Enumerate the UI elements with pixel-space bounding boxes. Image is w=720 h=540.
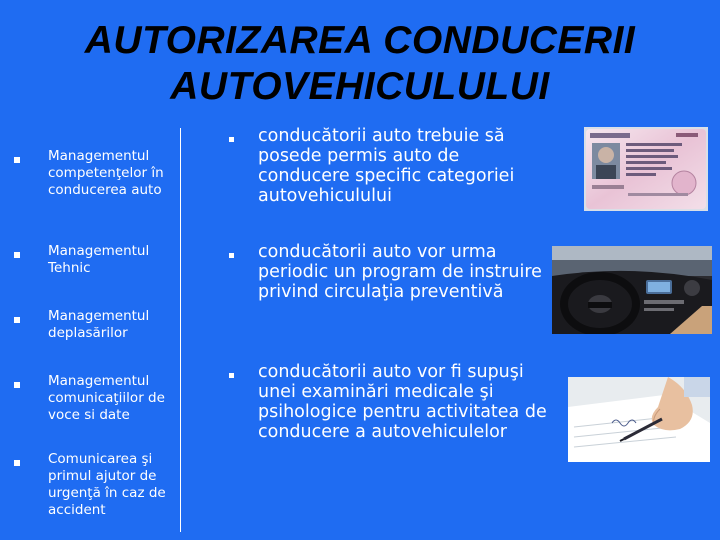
list-item-text: Managementul competenţelor în conducerea auto xyxy=(48,148,164,198)
id-card-icon xyxy=(584,127,708,211)
square-bullet-icon xyxy=(14,252,20,258)
list-item-text: conducătorii auto vor urma periodic un program de instruire privind circulaţia preventivă xyxy=(258,242,542,302)
driving-license-photo xyxy=(584,127,708,211)
list-item-text: conducătorii auto trebuie să posede permis auto de conducere specific categoriei autovehiculului xyxy=(258,126,515,206)
slide-title-line-1: AUTORIZAREA CONDUCERII xyxy=(84,19,636,62)
slide-title-line-2: AUTOVEHICULULUI xyxy=(170,65,550,108)
list-item-text: Managementul deplasărilor xyxy=(48,308,150,341)
square-bullet-icon xyxy=(229,373,234,378)
list-item-text: Managementul Tehnic xyxy=(48,243,150,276)
slide-title xyxy=(0,18,720,110)
square-bullet-icon xyxy=(14,460,20,466)
left-topic-list xyxy=(10,128,181,532)
square-bullet-icon xyxy=(229,137,234,142)
hand-writing-photo xyxy=(568,377,710,462)
square-bullet-icon xyxy=(14,317,20,323)
square-bullet-icon xyxy=(229,253,234,258)
list-item-text: Comunicarea şi primul ajutor de urgenţă în caz de accident xyxy=(48,451,166,518)
square-bullet-icon xyxy=(14,382,20,388)
list-item-text: Managementul comunicaţiilor de voce si date xyxy=(48,373,165,423)
square-bullet-icon xyxy=(14,157,20,163)
list-item-text: conducătorii auto vor fi supuşi unei examinări medicale şi psihologice pentru activitatea de conducere a autovehiculelor xyxy=(258,362,547,442)
pen-icon xyxy=(568,377,710,462)
car-dashboard-photo xyxy=(552,246,712,334)
steering-wheel-icon xyxy=(552,246,712,334)
